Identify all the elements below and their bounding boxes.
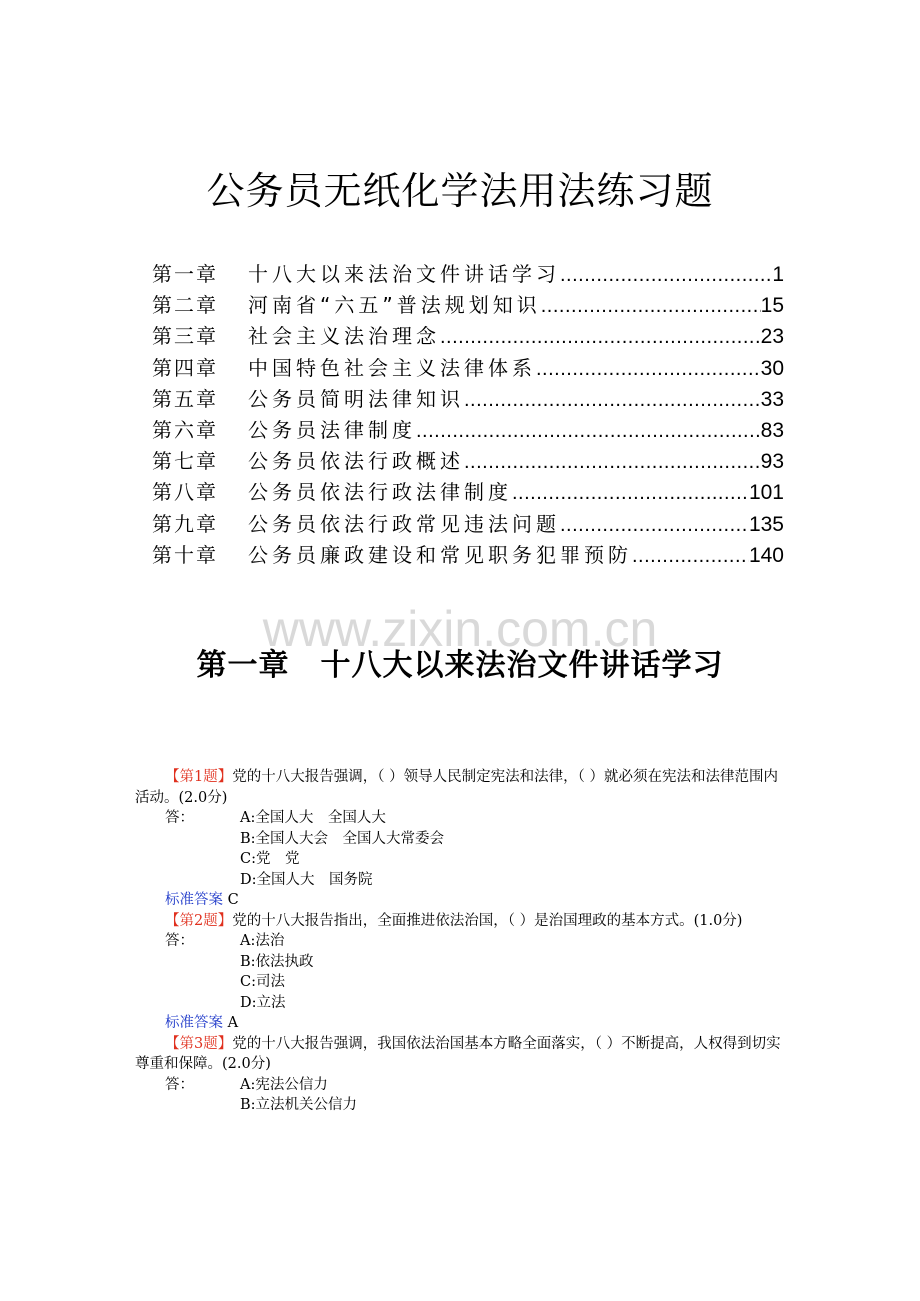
standard-answer [135,890,785,911]
toc-entry[interactable] [152,539,784,570]
toc-title: 公务员依法行政概述 [248,449,464,474]
toc-entry[interactable] [152,476,784,507]
toc-entry[interactable] [152,352,784,383]
toc-page: 33 [760,387,784,411]
toc-leader [560,514,749,537]
toc-leader [464,389,761,412]
toc-chapter: 第七章 [152,449,218,474]
question-text [135,911,785,932]
toc-chapter: 第九章 [152,511,218,536]
answer-label: 答： [165,810,194,826]
question-bracket-close: 】 [217,912,233,929]
toc-page: 23 [760,325,784,349]
toc-leader [560,264,772,287]
document-title: 公务员无纸化学法用法练习题 [206,169,714,213]
option-row [135,993,785,1014]
question-bracket-close: 】 [217,1035,233,1052]
question-bracket-open: 【 [165,912,180,929]
toc-title: 河南省“六五”普法规划知识 [248,293,541,318]
toc-chapter: 第十章 [152,542,218,567]
toc-title: 公务员依法行政法律制度 [248,480,512,505]
question-bracket-open: 【 [165,769,180,785]
toc-title: 公务员法律制度 [248,417,416,442]
answer-label: 答： [165,1076,194,1093]
option-a: A:宪法公信力 [240,1076,328,1093]
toc-leader [536,358,761,381]
toc-chapter: 第二章 [152,293,218,318]
option-row [135,849,785,870]
toc-page: 83 [760,418,784,442]
option-d: D:立法 [240,994,286,1011]
toc-entry[interactable] [152,445,784,476]
standard-answer-value: A [227,1015,239,1031]
question-list [135,767,785,1116]
answer-label: 答： [165,933,194,949]
toc-title: 中国特色社会主义法律体系 [248,355,536,380]
toc-chapter: 第三章 [152,324,218,349]
toc-leader [632,545,749,568]
option-c: C:司法 [240,974,285,990]
question-number: 第2题 [179,912,218,929]
option-b: B:立法机关公信力 [240,1097,358,1113]
option-b: B:依法执政 [240,953,314,970]
table-of-contents [152,258,784,570]
toc-entry[interactable] [152,320,784,351]
toc-page: 101 [748,481,784,505]
toc-page: 15 [760,294,784,318]
toc-entry[interactable] [152,414,784,445]
toc-chapter: 第五章 [152,386,218,411]
question-text [135,767,785,808]
question-body: 党的十八大报告强调，（ ）领导人民制定宪法和法律，（ ）就必须在宪法和法律范围内活动。(2.0分) [135,769,778,806]
question-number: 第1题 [179,769,218,785]
toc-entry[interactable] [152,508,784,539]
option-row [135,952,785,973]
toc-title: 社会主义法治理念 [248,324,440,349]
toc-page: 1 [772,263,784,286]
toc-chapter: 第一章 [152,262,218,286]
option-c: C:党 党 [240,851,300,867]
toc-page: 30 [760,356,784,380]
standard-answer-label: 标准答案 [165,1015,223,1031]
standard-answer [135,1013,785,1034]
question-body: 党的十八大报告强调，我国依法治国基本方略全面落实，（ ）不断提高，人权得到切实尊重和保障。(2.0分) [135,1035,781,1072]
toc-title: 公务员简明法律知识 [248,386,464,411]
question-bracket-open: 【 [165,1035,180,1052]
toc-leader [464,451,761,474]
toc-leader [440,326,761,349]
toc-entry[interactable] [152,258,784,289]
toc-leader [541,295,761,318]
option-d: D:全国人大 国务院 [240,871,373,888]
toc-entry[interactable] [152,289,784,320]
watermark: www.zixin.com.cn [262,601,658,657]
question-text [135,1034,785,1075]
toc-title: 公务员依法行政常见违法问题 [248,511,560,536]
option-row [135,829,785,850]
option-row [135,870,785,891]
toc-entry[interactable] [152,383,784,414]
toc-page: 140 [748,543,784,567]
option-a: A:全国人大 全国人大 [240,810,386,826]
toc-leader [416,420,761,443]
standard-answer-label: 标准答案 [165,892,223,908]
option-row [135,972,785,993]
option-b: B:全国人大会 全国人大常委会 [240,830,445,847]
question-number: 第3题 [179,1035,218,1052]
toc-leader [512,482,749,505]
toc-page: 93 [760,450,784,474]
toc-title: 十八大以来法治文件讲话学习 [248,262,560,286]
toc-title: 公务员廉政建设和常见职务犯罪预防 [248,542,632,567]
chapter-heading: 第一章 十八大以来法治文件讲话学习 [196,648,724,683]
toc-chapter: 第八章 [152,480,218,505]
option-row [135,1095,785,1116]
option-row [135,808,785,829]
option-row [135,931,785,952]
option-row [135,1075,785,1096]
toc-chapter: 第四章 [152,355,218,380]
question-bracket-close: 】 [217,769,233,785]
standard-answer-value: C [227,892,239,908]
toc-chapter: 第六章 [152,417,218,442]
toc-page: 135 [748,512,784,536]
question-body: 党的十八大报告指出，全面推进依法治国，（ ）是治国理政的基本方式。(1.0分) [232,912,743,929]
option-a: A:法治 [240,933,285,949]
